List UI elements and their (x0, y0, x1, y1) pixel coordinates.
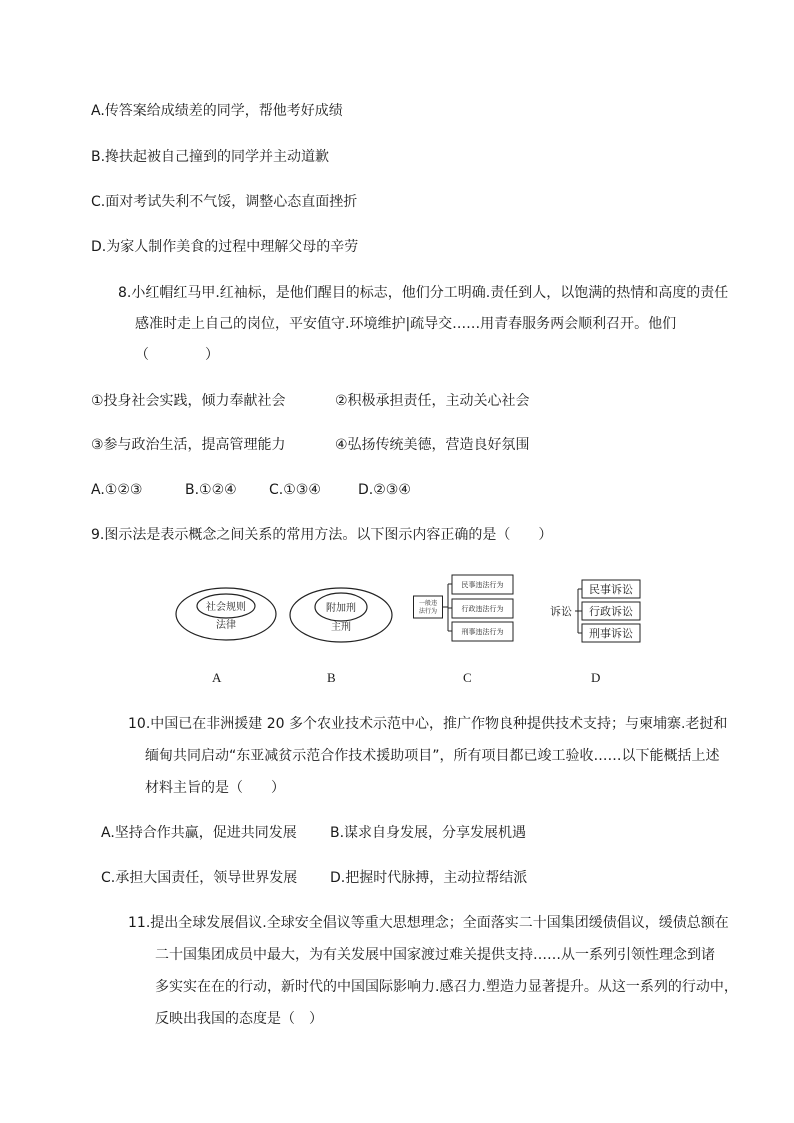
q7-option-b: B.搀扶起被自己撞到的同学并主动道歉 (91, 149, 330, 165)
q7-option-a: A.传答案给成绩差的同学，帮他考好成绩 (91, 103, 343, 119)
q11-stem-line-2: 二十国集团成员中最大，为有关发展中国家渡过难关提供支持……从一系列引领性理念到诸 (155, 947, 715, 963)
q10-option-a: A.坚持合作共赢，促进共同发展 (101, 825, 297, 841)
diagram-c-root-text-2: 法行为 (418, 608, 438, 615)
q8-item-1: ①投身社会实践，倾力奉献社会 (91, 393, 286, 409)
diagram-a (174, 586, 278, 642)
diagram-b-label: B (327, 670, 336, 685)
q8-item-3: ③参与政治生活，提高管理能力 (91, 437, 286, 453)
q10-option-b: B.谋求自身发展，分享发展机遇 (330, 825, 527, 841)
q8-stem-line-2: 感准时走上自己的岗位，平安值守.环境维护|疏导交……用青春服务两会顺利召开。他们 (135, 316, 677, 332)
diagram-d-child-3: 刑事诉讼 (589, 627, 633, 640)
diagram-d-child-1: 民事诉讼 (589, 583, 633, 596)
diagram-b-inner-text: 附加刑 (326, 603, 356, 614)
diagram-a-inner-text: 社会规则 (206, 602, 246, 613)
q8-stem-line-1: 8.小红帽红马甲.红袖标，是他们醒目的标志，他们分工明确.责任到人，以饱满的热情和高度的责任 (118, 285, 729, 301)
diagram-b (288, 586, 394, 644)
q10-option-c: C.承担大国责任，领导世界发展 (101, 870, 298, 886)
q11-stem-line-4: 反映出我国的态度是（ ） (155, 1011, 323, 1027)
q11-stem-line-1: 11.提出全球发展倡议.全球安全倡议等重大思想理念；全面落实二十国集团缓债倡议，缓债总额在 (128, 915, 729, 931)
diagram-c-child-2: 行政违法行为 (461, 605, 504, 613)
diagram-d-child-2: 行政诉讼 (589, 605, 633, 618)
diagram-b-outer-ellipse (290, 588, 392, 642)
diagram-b-outer-text: 主刑 (331, 622, 351, 633)
diagram-c (412, 572, 516, 644)
diagram-c-child-3: 刑事违法行为 (461, 628, 504, 636)
q7-option-d: D.为家人制作美食的过程中理解父母的辛劳 (91, 239, 359, 255)
q8-item-4: ④弘扬传统美德，营造良好氛围 (335, 437, 530, 453)
q10-stem-line-2: 缅甸共同启动“东亚减贫示范合作技术援助项目”，所有项目都已竣工验收……以下能概括上述 (145, 748, 720, 764)
q8-option-c: C.①③④ (269, 482, 321, 498)
q8-option-d: D.②③④ (358, 482, 411, 498)
q8-item-2: ②积极承担责任，主动关心社会 (335, 393, 530, 409)
diagram-c-label: C (463, 670, 472, 685)
q8-option-b: B.①②④ (185, 482, 237, 498)
diagram-c-root-text-1: 一般违 (418, 600, 438, 607)
q8-option-a: A.①②③ (91, 482, 143, 498)
diagram-c-child-1: 民事违法行为 (461, 581, 504, 589)
diagram-d (546, 578, 646, 646)
diagram-d-label: D (591, 670, 601, 685)
q7-option-c: C.面对考试失利不气馁，调整心态直面挫折 (91, 194, 358, 210)
diagram-a-outer-ellipse (176, 588, 276, 640)
diagram-d-root: 诉讼 (550, 605, 572, 618)
q10-stem-line-3: 材料主旨的是（ ） (145, 780, 285, 796)
q8-stem-answer-blank: （ ） (135, 347, 219, 363)
q10-option-d: D.把握时代脉搏，主动拉帮结派 (330, 870, 528, 886)
q11-stem-line-3: 多实实在在的行动，新时代的中国国际影响力.感召力.塑造力显著提升。从这一系列的行动中， (155, 979, 738, 995)
q9-stem: 9.图示法是表示概念之间关系的常用方法。以下图示内容正确的是（ ） (91, 527, 553, 543)
q10-stem-line-1: 10.中国已在非洲援建 20 多个农业技术示范中心，推广作物良种提供技术支持；与柬埔寨.老挝和 (128, 716, 728, 732)
diagram-a-label: A (212, 670, 222, 685)
diagram-a-outer-text: 法律 (216, 620, 236, 631)
